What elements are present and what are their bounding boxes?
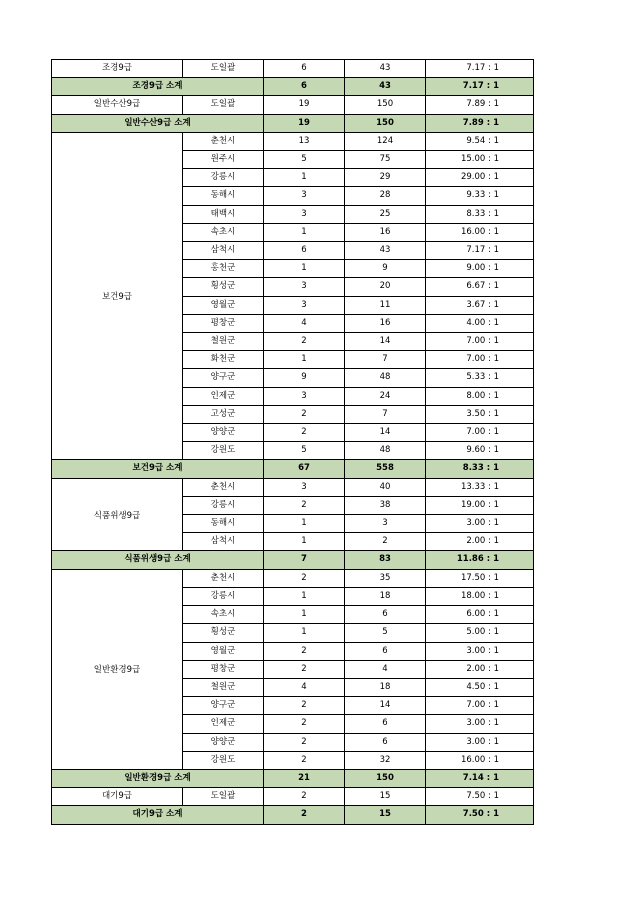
place-cell: 횡성군 <box>183 624 264 642</box>
applicants-cell: 150 <box>345 96 426 114</box>
posts-cell: 2 <box>264 697 345 715</box>
applicants-cell: 11 <box>345 296 426 314</box>
ratio-cell: 9.33 : 1 <box>426 187 534 205</box>
applicants-cell: 43 <box>345 60 426 78</box>
posts-cell: 2 <box>264 733 345 751</box>
ratio-cell: 2.00 : 1 <box>426 533 534 551</box>
place-cell: 속초시 <box>183 223 264 241</box>
rank-cell: 보건9급 <box>52 132 183 460</box>
place-cell: 태백시 <box>183 205 264 223</box>
subtotal-posts: 67 <box>264 460 345 478</box>
posts-cell: 5 <box>264 442 345 460</box>
subtotal-row <box>52 769 534 787</box>
applicants-cell: 16 <box>345 223 426 241</box>
posts-cell: 1 <box>264 169 345 187</box>
place-cell: 철원군 <box>183 678 264 696</box>
subtotal-label: 일반환경9급 소계 <box>52 769 264 787</box>
ratio-cell: 6.00 : 1 <box>426 606 534 624</box>
applicants-cell: 15 <box>345 788 426 806</box>
rank-cell: 대기9급 <box>52 788 183 806</box>
place-cell: 동해시 <box>183 187 264 205</box>
place-cell: 춘천시 <box>183 132 264 150</box>
applicants-cell: 7 <box>345 351 426 369</box>
applicants-cell: 40 <box>345 478 426 496</box>
posts-cell: 6 <box>264 242 345 260</box>
posts-cell: 2 <box>264 424 345 442</box>
posts-cell: 3 <box>264 205 345 223</box>
posts-cell: 2 <box>264 642 345 660</box>
ratio-cell: 19.00 : 1 <box>426 496 534 514</box>
ratio-cell: 4.50 : 1 <box>426 678 534 696</box>
place-cell: 강릉시 <box>183 496 264 514</box>
ratio-cell: 3.00 : 1 <box>426 642 534 660</box>
ratio-cell: 7.17 : 1 <box>426 242 534 260</box>
applicants-cell: 48 <box>345 442 426 460</box>
posts-cell: 2 <box>264 333 345 351</box>
table-row <box>52 569 534 587</box>
posts-cell: 2 <box>264 660 345 678</box>
posts-cell: 6 <box>264 60 345 78</box>
posts-cell: 13 <box>264 132 345 150</box>
applicants-cell: 24 <box>345 387 426 405</box>
rank-cell: 조경9급 <box>52 60 183 78</box>
table-row <box>52 132 534 150</box>
place-cell: 인제군 <box>183 387 264 405</box>
table-row <box>52 96 534 114</box>
subtotal-ratio: 7.89 : 1 <box>426 114 534 132</box>
posts-cell: 5 <box>264 151 345 169</box>
posts-cell: 3 <box>264 387 345 405</box>
posts-cell: 1 <box>264 587 345 605</box>
posts-cell: 3 <box>264 187 345 205</box>
applicants-cell: 20 <box>345 278 426 296</box>
subtotal-ratio: 8.33 : 1 <box>426 460 534 478</box>
subtotal-applicants: 83 <box>345 551 426 569</box>
ratio-cell: 9.60 : 1 <box>426 442 534 460</box>
applicants-cell: 35 <box>345 569 426 587</box>
applicants-cell: 6 <box>345 606 426 624</box>
ratio-cell: 7.17 : 1 <box>426 60 534 78</box>
subtotal-posts: 19 <box>264 114 345 132</box>
subtotal-posts: 7 <box>264 551 345 569</box>
ratio-cell: 8.33 : 1 <box>426 205 534 223</box>
subtotal-posts: 21 <box>264 769 345 787</box>
ratio-cell: 7.50 : 1 <box>426 788 534 806</box>
applicants-cell: 7 <box>345 405 426 423</box>
subtotal-ratio: 11.86 : 1 <box>426 551 534 569</box>
subtotal-ratio: 7.14 : 1 <box>426 769 534 787</box>
subtotal-label: 조경9급 소계 <box>52 78 264 96</box>
posts-cell: 2 <box>264 788 345 806</box>
applicants-cell: 18 <box>345 587 426 605</box>
place-cell: 춘천시 <box>183 478 264 496</box>
posts-cell: 3 <box>264 478 345 496</box>
applicants-cell: 16 <box>345 314 426 332</box>
ratio-cell: 7.00 : 1 <box>426 333 534 351</box>
applicants-cell: 29 <box>345 169 426 187</box>
posts-cell: 2 <box>264 751 345 769</box>
place-cell: 인제군 <box>183 715 264 733</box>
ratio-cell: 29.00 : 1 <box>426 169 534 187</box>
ratio-cell: 3.00 : 1 <box>426 715 534 733</box>
ratio-cell: 4.00 : 1 <box>426 314 534 332</box>
ratio-cell: 3.67 : 1 <box>426 296 534 314</box>
place-cell: 화천군 <box>183 351 264 369</box>
applicants-cell: 75 <box>345 151 426 169</box>
place-cell: 양구군 <box>183 369 264 387</box>
place-cell: 동해시 <box>183 515 264 533</box>
applicants-cell: 25 <box>345 205 426 223</box>
posts-cell: 1 <box>264 351 345 369</box>
subtotal-posts: 2 <box>264 806 345 824</box>
place-cell: 삼척시 <box>183 242 264 260</box>
place-cell: 속초시 <box>183 606 264 624</box>
place-cell: 삼척시 <box>183 533 264 551</box>
posts-cell: 2 <box>264 569 345 587</box>
posts-cell: 2 <box>264 496 345 514</box>
ratio-cell: 3.50 : 1 <box>426 405 534 423</box>
ratio-cell: 15.00 : 1 <box>426 151 534 169</box>
applicants-cell: 6 <box>345 642 426 660</box>
place-cell: 도일괄 <box>183 60 264 78</box>
subtotal-row <box>52 114 534 132</box>
subtotal-applicants: 150 <box>345 769 426 787</box>
subtotal-posts: 6 <box>264 78 345 96</box>
applicants-cell: 14 <box>345 697 426 715</box>
rank-cell: 일반수산9급 <box>52 96 183 114</box>
ratio-cell: 17.50 : 1 <box>426 569 534 587</box>
applicants-cell: 6 <box>345 733 426 751</box>
table-row <box>52 788 534 806</box>
ratio-cell: 7.89 : 1 <box>426 96 534 114</box>
applicants-cell: 32 <box>345 751 426 769</box>
applicants-cell: 48 <box>345 369 426 387</box>
table-row <box>52 60 534 78</box>
subtotal-ratio: 7.50 : 1 <box>426 806 534 824</box>
place-cell: 양양군 <box>183 424 264 442</box>
posts-cell: 3 <box>264 296 345 314</box>
applicants-cell: 28 <box>345 187 426 205</box>
posts-cell: 2 <box>264 715 345 733</box>
posts-cell: 1 <box>264 223 345 241</box>
applicants-cell: 6 <box>345 715 426 733</box>
posts-cell: 3 <box>264 278 345 296</box>
applicants-cell: 4 <box>345 660 426 678</box>
applicants-cell: 38 <box>345 496 426 514</box>
posts-cell: 1 <box>264 624 345 642</box>
place-cell: 철원군 <box>183 333 264 351</box>
ratio-cell: 9.00 : 1 <box>426 260 534 278</box>
applicants-cell: 2 <box>345 533 426 551</box>
place-cell: 홍천군 <box>183 260 264 278</box>
applicants-cell: 9 <box>345 260 426 278</box>
ratio-cell: 2.00 : 1 <box>426 660 534 678</box>
ratio-cell: 5.00 : 1 <box>426 624 534 642</box>
subtotal-applicants: 150 <box>345 114 426 132</box>
ratio-cell: 5.33 : 1 <box>426 369 534 387</box>
rank-cell: 식품위생9급 <box>52 478 183 551</box>
ratio-cell: 7.00 : 1 <box>426 697 534 715</box>
posts-cell: 4 <box>264 678 345 696</box>
applicants-cell: 124 <box>345 132 426 150</box>
subtotal-applicants: 15 <box>345 806 426 824</box>
ratio-cell: 3.00 : 1 <box>426 515 534 533</box>
table-row <box>52 478 534 496</box>
applicants-cell: 5 <box>345 624 426 642</box>
ratio-cell: 16.00 : 1 <box>426 751 534 769</box>
posts-cell: 1 <box>264 606 345 624</box>
subtotal-label: 일반수산9급 소계 <box>52 114 264 132</box>
ratio-cell: 7.00 : 1 <box>426 424 534 442</box>
place-cell: 도일괄 <box>183 96 264 114</box>
place-cell: 도일괄 <box>183 788 264 806</box>
place-cell: 평창군 <box>183 314 264 332</box>
place-cell: 강원도 <box>183 442 264 460</box>
posts-cell: 1 <box>264 533 345 551</box>
place-cell: 춘천시 <box>183 569 264 587</box>
ratio-cell: 18.00 : 1 <box>426 587 534 605</box>
place-cell: 영월군 <box>183 296 264 314</box>
place-cell: 고성군 <box>183 405 264 423</box>
place-cell: 강릉시 <box>183 169 264 187</box>
rank-cell: 일반환경9급 <box>52 569 183 769</box>
ratio-cell: 7.00 : 1 <box>426 351 534 369</box>
subtotal-applicants: 43 <box>345 78 426 96</box>
ratio-cell: 8.00 : 1 <box>426 387 534 405</box>
place-cell: 양양군 <box>183 733 264 751</box>
subtotal-applicants: 558 <box>345 460 426 478</box>
place-cell: 평창군 <box>183 660 264 678</box>
subtotal-row <box>52 551 534 569</box>
place-cell: 횡성군 <box>183 278 264 296</box>
posts-cell: 19 <box>264 96 345 114</box>
applicants-cell: 43 <box>345 242 426 260</box>
place-cell: 양구군 <box>183 697 264 715</box>
applicants-cell: 3 <box>345 515 426 533</box>
subtotal-label: 보건9급 소계 <box>52 460 264 478</box>
competition-ratio-table <box>51 59 534 825</box>
posts-cell: 9 <box>264 369 345 387</box>
place-cell: 강릉시 <box>183 587 264 605</box>
posts-cell: 1 <box>264 515 345 533</box>
subtotal-row <box>52 806 534 824</box>
place-cell: 강원도 <box>183 751 264 769</box>
applicants-cell: 14 <box>345 333 426 351</box>
posts-cell: 4 <box>264 314 345 332</box>
ratio-cell: 13.33 : 1 <box>426 478 534 496</box>
subtotal-label: 대기9급 소계 <box>52 806 264 824</box>
posts-cell: 2 <box>264 405 345 423</box>
subtotal-row <box>52 460 534 478</box>
applicants-cell: 18 <box>345 678 426 696</box>
ratio-cell: 6.67 : 1 <box>426 278 534 296</box>
posts-cell: 1 <box>264 260 345 278</box>
subtotal-label: 식품위생9급 소계 <box>52 551 264 569</box>
ratio-cell: 9.54 : 1 <box>426 132 534 150</box>
ratio-cell: 16.00 : 1 <box>426 223 534 241</box>
place-cell: 원주시 <box>183 151 264 169</box>
subtotal-row <box>52 78 534 96</box>
applicants-cell: 14 <box>345 424 426 442</box>
place-cell: 영월군 <box>183 642 264 660</box>
subtotal-ratio: 7.17 : 1 <box>426 78 534 96</box>
ratio-cell: 3.00 : 1 <box>426 733 534 751</box>
